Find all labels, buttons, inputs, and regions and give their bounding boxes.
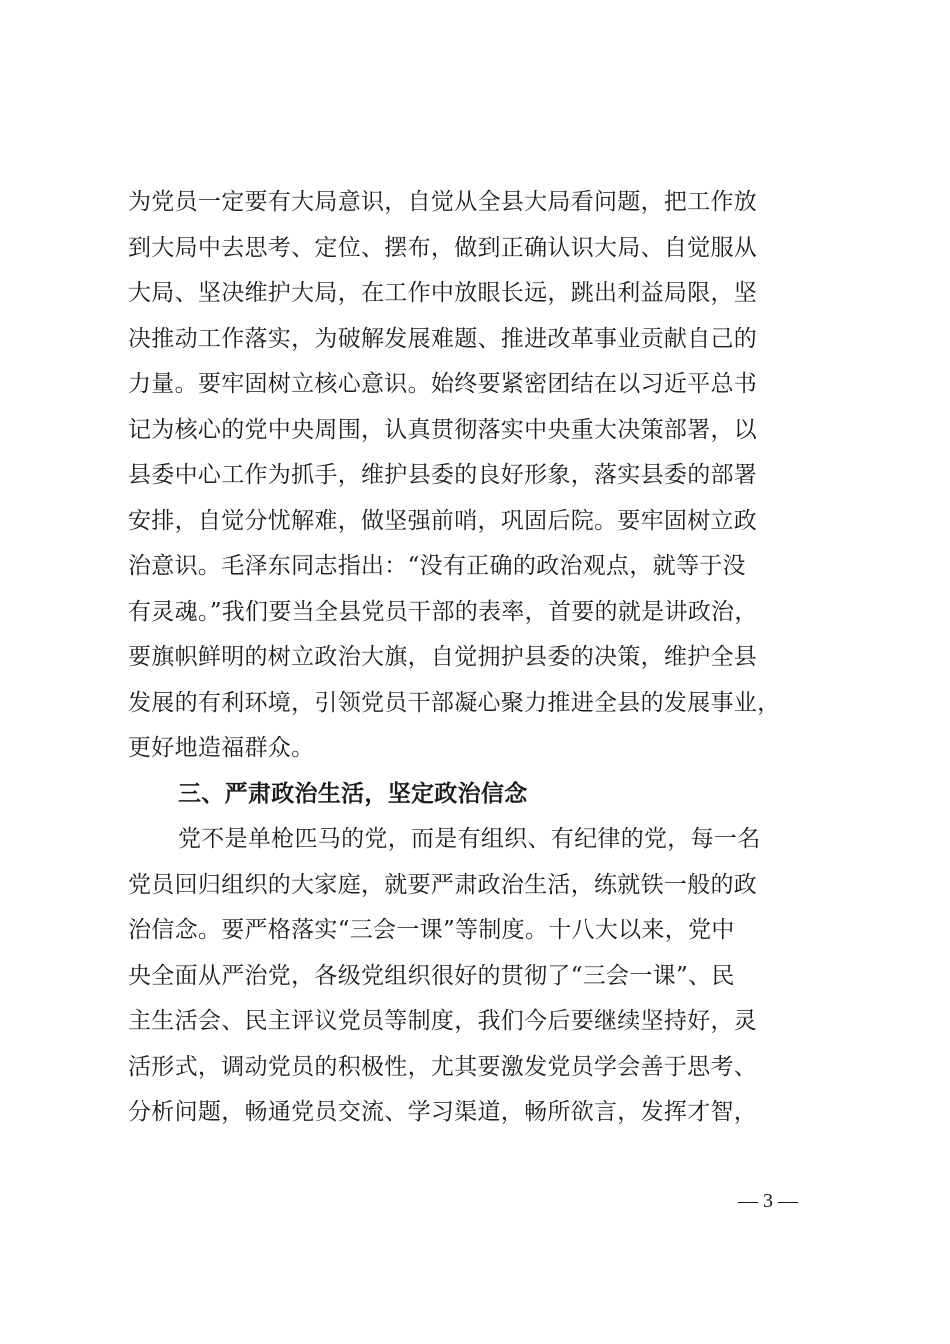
- paragraph-line: 大局、坚决维护大局，在工作中放眼长远，跳出利益局限，坚: [128, 280, 758, 306]
- page-number: — 3 —: [738, 1190, 798, 1212]
- paragraph-line: 治信念。要严格落实“三会一课”等制度。十八大以来，党中: [128, 917, 735, 943]
- paragraph-line: 央全面从严治党，各级党组织很好的贯彻了“三会一课”、民: [128, 962, 735, 989]
- paragraph-line: 到大局中去思考、定位、摆布，做到正确认识大局、自觉服从: [128, 234, 758, 261]
- paragraph-line: 活形式，调动党员的积极性，尤其要激发党员学会善于思考、: [128, 1053, 758, 1080]
- paragraph-line: 治意识。毛泽东同志指出：“没有正确的政治观点，就等于没: [128, 553, 746, 579]
- paragraph-line: 主生活会、民主评议党员等制度，我们今后要继续坚持好，灵: [128, 1008, 758, 1034]
- paragraph-line: 发展的有利环境，引领党员干部凝心聚力推进全县的发展事业，: [128, 689, 781, 716]
- paragraph-line: 安排，自觉分忧解难，做坚强前哨，巩固后院。要牢固树立政: [128, 507, 758, 534]
- document-body: [128, 180, 848, 1136]
- paragraph-line: 更好地造福群众。: [128, 735, 315, 761]
- paragraph-line: 党不是单枪匹马的党，而是有组织、有纪律的党，每一名: [178, 826, 761, 852]
- paragraph-line: 分析问题，畅通党员交流、学习渠道，畅所欲言，发挥才智，: [128, 1099, 758, 1125]
- paragraph-line: 县委中心工作为抓手，维护县委的良好形象，落实县委的部署: [128, 462, 758, 488]
- paragraph-line: 为党员一定要有大局意识，自觉从全县大局看问题，把工作放: [128, 189, 758, 215]
- paragraph-line: 党员回归组织的大家庭，就要严肃政治生活，练就铁一般的政: [128, 871, 758, 898]
- paragraph-line: 要旗帜鲜明的树立政治大旗，自觉拥护县委的决策，维护全县: [128, 644, 758, 670]
- paragraph-line: 记为核心的党中央周围，认真贯彻落实中央重大决策部署，以: [128, 416, 758, 443]
- section-heading: 三、严肃政治生活，坚定政治信念: [178, 780, 528, 807]
- paragraph-line: 力量。要牢固树立核心意识。始终要紧密团结在以习近平总书: [128, 371, 758, 397]
- paragraph-line: 有灵魂。”我们要当全县党员干部的表率，首要的就是讲政治，: [128, 598, 758, 625]
- paragraph-line: 决推动工作落实，为破解发展难题、推进改革事业贡献自己的: [128, 325, 758, 352]
